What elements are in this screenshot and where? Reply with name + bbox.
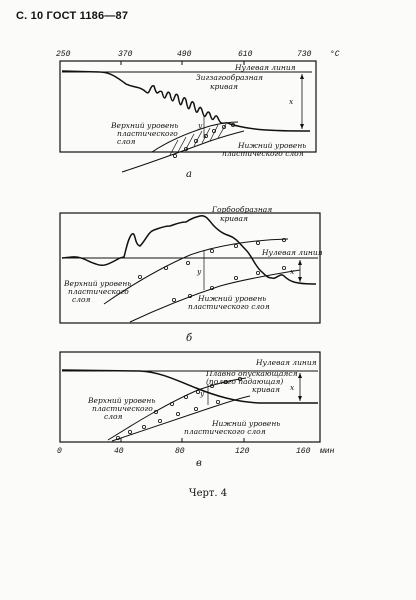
upper-label-c-2: пластического	[92, 404, 153, 413]
upper-label-a-3: слоя	[117, 137, 136, 146]
x-mark-a: x	[289, 97, 294, 106]
panel-a-letter: а	[186, 169, 192, 180]
axis-tick-490: 490	[177, 50, 192, 59]
axis-tick-0: 0	[57, 447, 62, 456]
falling-label-3: кривая	[252, 385, 280, 394]
y-mark-b: y	[197, 267, 202, 276]
figure-caption: Черт. 4	[188, 488, 228, 499]
lower-label-a-2: пластического слоя	[222, 149, 304, 158]
zero-line-label-c: Нулевая линия	[256, 358, 317, 367]
page-header: С. 10 ГОСТ 1186—87	[16, 10, 129, 22]
panel-b	[60, 205, 323, 344]
falling-label-1: Плавно опускающаяся	[206, 369, 298, 378]
y-mark-c: y	[200, 389, 205, 398]
panel-c-letter: в	[196, 458, 202, 469]
x-mark-b: x	[290, 267, 295, 276]
axis-tick-120: 120	[235, 447, 250, 456]
axis-tick-370: 370	[118, 50, 133, 59]
upper-label-a-2: пластического	[117, 129, 178, 138]
panel-b-letter: б	[186, 333, 193, 344]
axis-unit-min: мин	[320, 447, 335, 456]
zigzag-curve	[62, 71, 310, 131]
zigzag-label-1: Зигзагообразная	[196, 73, 263, 82]
x-mark-c: x	[290, 383, 295, 392]
axis-tick-80: 80	[175, 447, 185, 456]
zero-line-label-a: Нулевая линия	[235, 63, 296, 72]
axis-tick-250: 250	[56, 50, 71, 59]
panel-a	[56, 50, 340, 180]
hump-label-1: Горбообразная	[212, 205, 273, 214]
y-mark-a: y	[198, 121, 203, 130]
lower-label-b-2: пластического слоя	[188, 302, 270, 311]
upper-label-a-1: Верхний уровень	[111, 121, 179, 130]
lower-label-c-1: Нижний уровень	[212, 419, 281, 428]
zero-line-label-b: Нулевая линия	[262, 248, 323, 257]
upper-label-b-2: пластического	[68, 287, 129, 296]
axis-tick-730: 730	[297, 50, 312, 59]
lower-label-b-1: Нижний уровень	[198, 294, 267, 303]
upper-label-c-1: Верхний уровень	[88, 396, 156, 405]
axis-unit-celsius: °C	[330, 50, 340, 59]
zigzag-label-2: кривая	[210, 82, 238, 91]
axis-tick-40: 40	[114, 447, 124, 456]
lower-label-a-1: Нижний уровень	[238, 141, 307, 150]
panel-c	[57, 352, 335, 469]
axis-tick-160: 160	[296, 447, 311, 456]
upper-label-b-1: Верхний уровень	[64, 279, 132, 288]
lower-label-c-2: пластического слоя	[184, 427, 266, 436]
axis-tick-610: 610	[238, 50, 253, 59]
falling-label-2: (полого падающая)	[206, 377, 284, 386]
hump-label-2: кривая	[220, 214, 248, 223]
upper-label-c-3: слоя	[104, 412, 123, 421]
upper-label-b-3: слоя	[72, 295, 91, 304]
